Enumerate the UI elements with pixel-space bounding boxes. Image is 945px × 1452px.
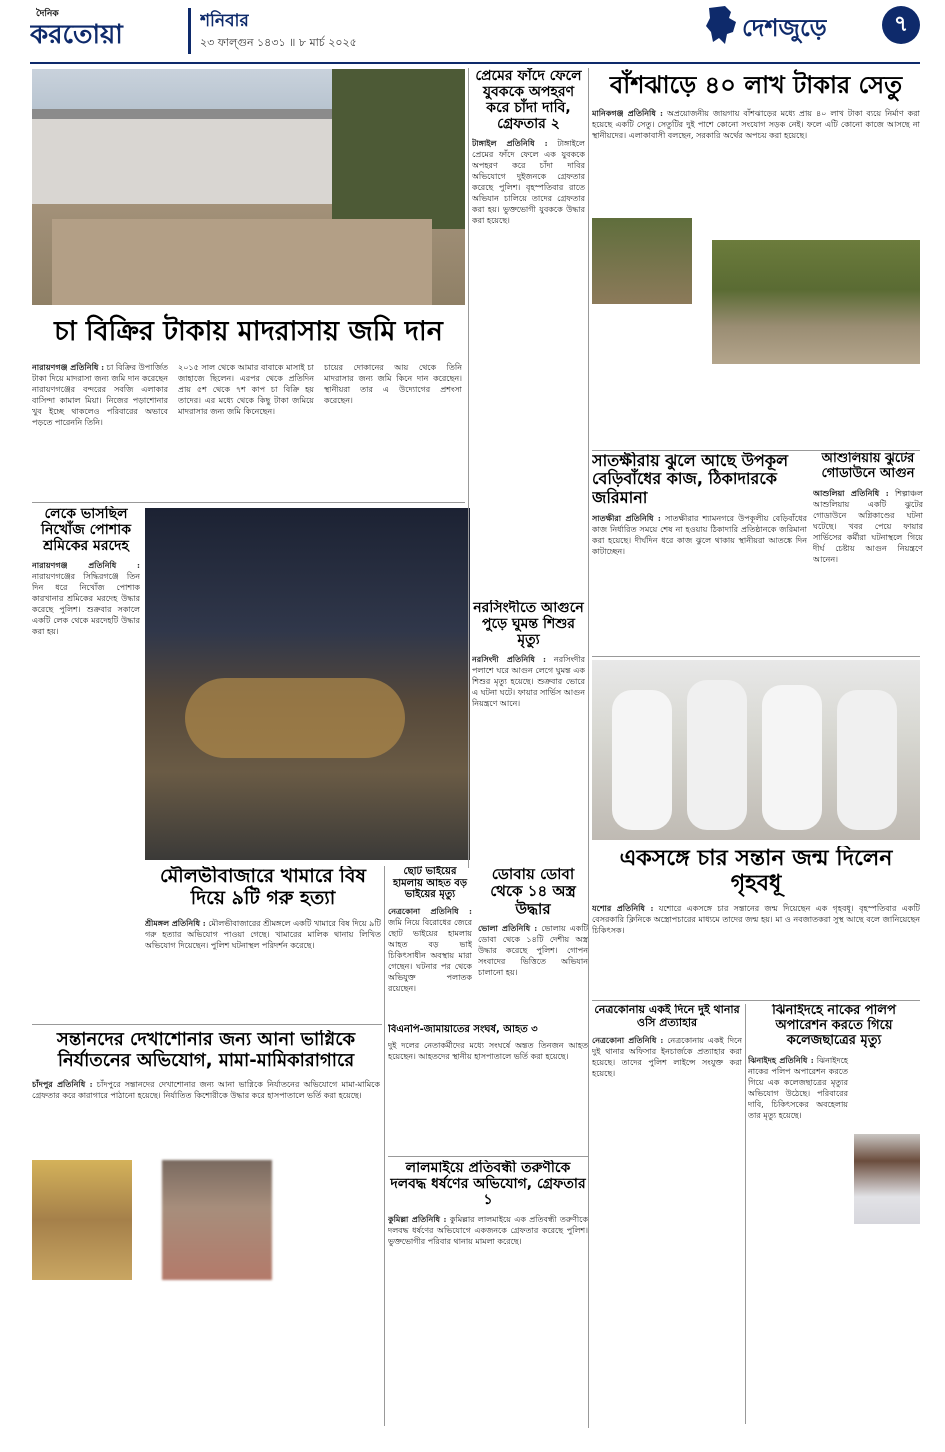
page-number: ৭: [893, 12, 909, 37]
weapons-headline: ডোবায় ডোবা থেকে ১৪ অস্ত্র উদ্ধার: [490, 866, 576, 918]
worker-headline: লেকে ভাসছিল নিখোঁজ পোশাক শ্রমিকের মরদেহ: [40, 506, 132, 555]
lalmai-article: [388, 1160, 588, 1430]
oc-text: নেত্রকোনায় একই দিনে দুই থানার অফিসার ইনচার্জকে প্রত্যাহার করা হয়েছে। তাদের পুলিশ লাইন্সে সংযুক্ত করা হয়েছে।: [592, 1036, 742, 1079]
polyp-headline: ঝিনাইদহে নাকের পলিপ অপারেশন করতে গিয়ে কলেজছাত্রের মৃত্যু: [772, 1004, 896, 1048]
niece-headline: সন্তানদের দেখাশোনার জন্য আনা ভাগ্নিকে নির্যাতনের অভিযোগ, মামা-মামিকারাগারে: [56, 1030, 356, 1071]
oc-headline: নেত্রকোনায় একই দিনে দুই থানার ওসি প্রত্যাহার: [594, 1004, 740, 1029]
brother-headline: ছোট ভাইয়ের হামলায় আহত বড় ভাইয়ের মৃত্যু: [392, 866, 468, 900]
bridge-body: [592, 108, 920, 198]
fire-headline: নরসিংদীতে আগুনে পুড়ে ঘুমন্ত শিশুর মৃত্যু: [473, 600, 584, 649]
clash-article: [388, 1024, 588, 1154]
polyp-student-photo: [854, 1134, 920, 1224]
polyp-text: ঝিনাইদহে নাকের পলিপ অপারেশন করতে গিয়ে এক কলেজছাত্রের মৃত্যুর অভিযোগ উঠেছে। পরিবারের দাবি, চিকিৎসকের অবহেলায় তার মৃত্যু হয়েছে।: [748, 1055, 848, 1120]
cattle-article: [145, 866, 381, 1016]
divider: [468, 68, 469, 868]
brother-text: জমি নিয়ে বিরোধের জেরে ছোট ভাইয়ের হামলায় আহত বড় ভাই চিকিৎসাধীন অবস্থায় মারা গেছেন। ঘটনার পর থেকে অভিযুক্ত পলাতক রয়েছেন।: [388, 917, 472, 993]
madrasa-text-2: ২০১৫ সাল থেকে আমার বাবাকে মাসাই চা জাহাজে ছিলেন। এরপর থেকে প্রতিদিন প্রায় ৫শ থেকে ৭শ কাপ চা বিক্রি হয় তাদের। এর মধ্যে থেকে কিছু টাকা জমিয়ে মাদরাসার জন্য জমি কিনেছেন।: [178, 363, 314, 416]
premer-text: টাঙ্গাইলে প্রেমের ফাঁদে ফেলে এক যুবককে অপহরণ করে চাঁদা দাবির অভিযোগে দুইজনকে গ্রেফতার করেছে পুলিশ। বৃহস্পতিবার রাতে অভিযান চালিয়ে তাদের গ্রেফতার করা হয়। ভুক্তভোগী যুবককে উদ্ধার করা হয়েছে।: [472, 139, 585, 226]
madrasa-text-1: চা বিক্রির উপার্জিত টাকা দিয়ে মাদরাসা জন্য জমি দান করেছেন নারায়ণগঞ্জের বন্দরের সবজি এলাকার বাসিন্দা কামাল মিয়া। নিজের পড়াশোনার খুব ইচ্ছে থাকলেও পরিবারের অভাবে পড়তে পারেননি তিনি।: [32, 363, 168, 427]
fire-byline: নরসিংদী প্রতিনিধি :: [472, 654, 547, 665]
godown-article: [813, 452, 923, 652]
madrasa-body: [32, 362, 462, 500]
divider: [592, 450, 920, 451]
weapons-article: [478, 866, 588, 1016]
masthead-date: ২৩ ফাল্গুন ১৪৩১ ॥ ৮ মার্চ ২০২৫: [200, 36, 357, 49]
paper-logo-name: করতোয়া: [30, 20, 123, 50]
divider: [384, 866, 385, 1426]
quadruplets-byline: যশোর প্রতিনিধি :: [592, 902, 654, 913]
worker-byline: নারায়ণগঞ্জ প্রতিনিধি :: [32, 560, 140, 571]
premer-byline: টাঙ্গাইল প্রতিনিধি :: [472, 138, 548, 149]
fire-text: নরসিংদীর পলাশে ঘরে আগুন লেগে ঘুমন্ত এক শিশুর মৃত্যু হয়েছে। শুক্রবার ভোরে এ ঘটনা ঘটে। ফায়ার সার্ভিস আগুন নিয়ন্ত্রণে আনে।: [472, 655, 585, 709]
brother-article: [388, 866, 472, 1018]
bridge-text: অপ্রয়োজনীয় জায়গায় বাঁশঝাড়ের মধ্যে প্রায় ৪০ লাখ টাকা ব্যয়ে নির্মাণ করা হয়েছে একটি সেতু। সেতুটির দুই পাশে কোনো সংযোগ সড়ক নেই। ফলে এটি কোনো কাজে আসছে না স্থানীয়দের। এলাকাবাসী বলছেন, সরকারি অর্থের অপচয় করা হয়েছে।: [592, 109, 920, 140]
lalmai-text: কুমিল্লার লালমাইয়ে এক প্রতিবন্ধী তরুণীকে দলবদ্ধ ধর্ষণের অভিযোগে একজনকে গ্রেফতার করেছে পুলিশ। ভুক্তভোগীর পরিবার থানায় মামলা করেছে।: [388, 1215, 588, 1247]
page-number-badge: [882, 6, 920, 44]
bridge-article: [592, 68, 920, 448]
dam-body: [592, 513, 807, 557]
oc-article: [592, 1004, 742, 1424]
niece-byline: চাঁদপুর প্রতিনিধি :: [32, 1079, 93, 1090]
dam-article: [592, 452, 807, 652]
polyp-byline: ঝিনাইদহ প্রতিনিধি :: [748, 1054, 814, 1065]
bangladesh-map-icon: [703, 4, 739, 46]
brother-body: [388, 906, 472, 994]
paper-logo-small: দৈনিক: [36, 9, 59, 19]
divider: [588, 68, 589, 1428]
worker-body: [32, 560, 140, 637]
godown-byline: আশুলিয়া প্রতিনিধি :: [813, 487, 889, 498]
polyp-body: [748, 1055, 848, 1121]
dam-headline: সাতক্ষীরায় ঝুলে আছে উপকূল বেড়িবাঁধের কাজ, ঠিকাদারকে জরিমানা: [592, 452, 789, 507]
bridge-headline: বাঁশঝাড়ে ৪০ লাখ টাকার সেতু: [609, 71, 903, 99]
niece-photo-1: [32, 1160, 132, 1280]
masthead: [0, 0, 945, 64]
worker-article: [32, 506, 140, 1006]
madrasa-headline-text: চা বিক্রির টাকায় মাদরাসায় জমি দান: [54, 316, 443, 347]
polyp-article: [748, 1004, 920, 1424]
godown-headline: আশুলিয়ায় ঝুটের গোডাউনে আগুন: [821, 452, 915, 481]
godown-body: [813, 488, 923, 565]
masthead-divider: [188, 8, 191, 54]
premer-headline: প্রেমের ফাঁদে ফেলে যুবককে অপহরণ করে চাঁদা দাবি, গ্রেফতার ২: [475, 68, 582, 133]
weapons-body: [478, 923, 588, 978]
weapons-text: ভোলায় একটি ডোবা থেকে ১৪টি দেশীয় অস্ত্র উদ্ধার করেছে পুলিশ। গোপন সংবাদের ভিত্তিতে অভিযান চালানো হয়।: [478, 923, 588, 977]
premer-body: [472, 138, 585, 226]
quadruplets-body: [592, 903, 920, 936]
premer-article: [472, 68, 585, 588]
madrasa-photo: [32, 69, 465, 305]
clash-text: দুই দলের নেতাকর্মীদের মধ্যে সংঘর্ষে অন্তত তিনজন আহত হয়েছেন। আহতদের স্থানীয় হাসপাতালে ভর্তি করা হয়েছে।: [388, 1040, 588, 1061]
weapons-byline: ভোলা প্রতিনিধি :: [478, 922, 538, 933]
section-title: দেশজুড়ে: [742, 14, 827, 42]
paper-logo: [30, 6, 180, 56]
bridge-photo-2: [712, 240, 920, 364]
bridge-photo-1: [592, 218, 692, 304]
cattle-photo: [145, 508, 470, 860]
cattle-byline: শ্রীমঙ্গল প্রতিনিধি :: [145, 917, 206, 928]
cattle-headline: মৌলভীবাজারে খামারে বিষ দিয়ে ৯টি গরু হত্যা: [160, 866, 366, 909]
madrasa-byline: নারায়ণগঞ্জ প্রতিনিধি :: [32, 362, 105, 372]
cattle-text: মৌলভীবাজারের শ্রীমঙ্গলে একটি খামারে বিষ দিয়ে ৯টি গরু হত্যার অভিযোগ পাওয়া গেছে। খামারের মালিক থানায় লিখিত অভিযোগ দিয়েছেন। পুলিশ ঘটনাস্থল পরিদর্শন করেছে।: [145, 918, 381, 950]
masthead-day: শনিবার: [200, 11, 249, 31]
quadruplets-headline: একসঙ্গে চার সন্তান জন্ম দিলেন গৃহবধূ: [619, 846, 893, 897]
divider: [592, 656, 920, 657]
worker-text: নারায়ণগঞ্জের সিদ্ধিরগঞ্জে তিন দিন ধরে নিখোঁজ পোশাক কারখানার শ্রমিকের মরদেহ উদ্ধার করেছে পুলিশ। শুক্রবার সকালে একটি লেক থেকে মরদেহটি উদ্ধার করা হয়।: [32, 572, 140, 637]
divider: [592, 1000, 920, 1001]
oc-byline: নেত্রকোনা প্রতিনিধি :: [592, 1035, 664, 1046]
divider: [745, 1004, 746, 1424]
madrasa-text-3: চায়ের দোকানের আয় থেকে তিনি মাদরাসার জন্য জমি কিনে দান করেছেন। স্থানীয়রা তার এ উদ্যোগের প্রশংসা করেছেন।: [324, 363, 462, 405]
divider: [32, 502, 465, 503]
niece-text: চাঁদপুরে সন্তানদের দেখাশোনার জন্য আনা ভাগ্নিকে নির্যাতনের অভিযোগে মামা-মামিকে গ্রেফতার করে কারাগারে পাঠানো হয়েছে। নির্যাতিত কিশোরীকে উদ্ধার করে হাসপাতালে ভর্তি করা হয়েছে।: [32, 1080, 380, 1101]
masthead-rule: [30, 62, 920, 64]
cattle-body: [145, 918, 381, 951]
fire-article: [472, 600, 585, 860]
madrasa-text-col2: [178, 362, 314, 500]
brother-byline: নেত্রকোনা প্রতিনিধি :: [388, 905, 472, 916]
divider: [32, 1024, 382, 1025]
clash-headline: বিএনপি-জামায়াতের সংঘর্ষ, আহত ৩: [388, 1024, 538, 1035]
divider: [388, 1156, 588, 1157]
dam-text: সাতক্ষীরার শ্যামনগরে উপকূলীয় বেড়িবাঁধের কাজ নির্ধারিত সময়ে শেষ না হওয়ায় ঠিকাদারি প্রতিষ্ঠানকে জরিমানা করা হয়েছে। দীর্ঘদিন ধরে কাজ ঝুলে থাকায় স্থানীয়রা আতঙ্কে দিন কাটাচ্ছেন।: [592, 514, 807, 557]
niece-article: [32, 1030, 380, 1430]
lalmai-byline: কুমিল্লা প্রতিনিধি :: [388, 1214, 447, 1225]
quadruplets-text: যশোরে একসঙ্গে চার সন্তানের জন্ম দিয়েছেন এক গৃহবধূ। বৃহস্পতিবার একটি বেসরকারি ক্লিনিকে অস্ত্রোপচারের মাধ্যমে তাদের জন্ম হয়। মা ও নবজাতকরা সুস্থ আছে বলে জানিয়েছেন চিকিৎসক।: [592, 903, 920, 935]
dam-byline: সাতক্ষীরা প্রতিনিধি :: [592, 513, 661, 524]
godown-text: শিল্পাঞ্চল আশুলিয়ায় একটি ঝুটের গোডাউনে অগ্নিকাণ্ডের ঘটনা ঘটেছে। খবর পেয়ে ফায়ার সার্ভিসের কর্মীরা ঘটনাস্থলে গিয়ে দীর্ঘ চেষ্টায় আগুন নিয়ন্ত্রণে আনেন।: [813, 488, 923, 564]
madrasa-text-col3: [324, 362, 462, 500]
quadruplets-article: [592, 846, 920, 996]
fire-body: [472, 654, 585, 709]
niece-photo-2: [162, 1160, 272, 1280]
clash-body: [388, 1040, 588, 1062]
madrasa-text-col1: [32, 362, 168, 500]
oc-body: [592, 1035, 742, 1079]
lalmai-body: [388, 1214, 588, 1247]
quadruplets-photo: [592, 660, 920, 840]
bridge-byline: মানিকগঞ্জ প্রতিনিধি :: [592, 108, 663, 118]
lalmai-headline: লালমাইয়ে প্রতিবন্ধী তরুণীকে দলবদ্ধ ধর্ষণের অভিযোগ, গ্রেফতার ১: [390, 1160, 586, 1209]
niece-body: [32, 1079, 380, 1101]
madrasa-headline: [32, 307, 465, 359]
